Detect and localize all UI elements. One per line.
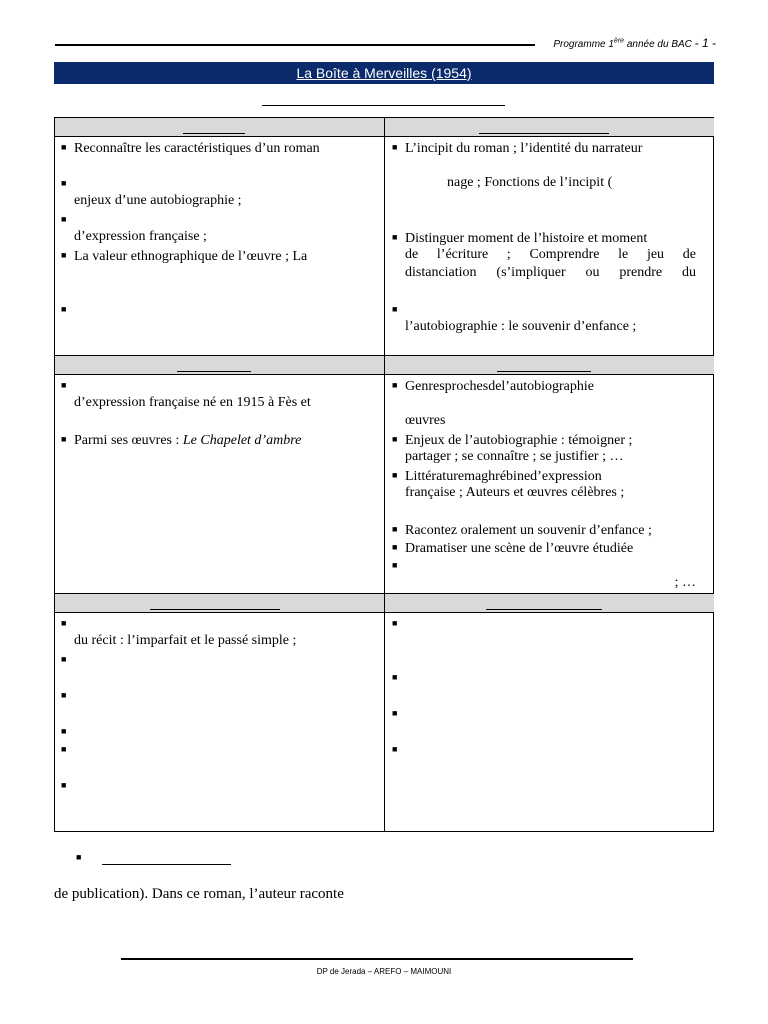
cell-top-left: ■ Reconnaître les caractéristiques d’un roman ■ enjeux d’une autobiographie ; ■ d’expression française ; ■ La valeur ethnographique de l’œuvre ; La ■ [61,141,320,314]
list-item: nage ; Fonctions de l’incipit ( [447,175,613,190]
cell-bottom-right: ■ ■ ■ ■ [392,618,398,754]
header-cell-bottom-right [385,594,714,613]
summary-text: de publication). Dans ce roman, l’auteur raconte [54,886,344,902]
list-item: enjeux d’une autobiographie ; [74,193,242,208]
list-item: partager ; se connaître ; se justifier ; … [405,449,624,464]
list-item: Enjeux de l’autobiographie : témoigner ; [405,433,633,448]
header-rule [55,44,535,46]
list-item: l’autobiographie : le souvenir d’enfance ; [405,319,637,334]
list-item: Racontez oralement un souvenir d’enfance ; [405,523,652,538]
program-header: Programme 1ère année du BAC - 1 - [553,36,716,50]
list-item: Reconnaître les caractéristiques d’un roman [74,141,320,156]
list-item: œuvres [405,413,446,428]
cell-mid-right: ■ Genresprochesdel’autobiographie œuvres ■ Enjeux de l’autobiographie : témoigner ; partager ; se connaître ; se justifier ; … ■ Littératuremaghrébined’expression française ; Auteurs et œuvres célèbres ; ■ Racontez oralement un souvenir d’enfance ; ■ Dramatiser une scène de l’œuvre étudiée ■ ; … [392,379,696,590]
list-item: d’expression française né en 1915 à Fès et [74,395,311,410]
header-cell-mid-right [385,356,714,375]
list-item: française ; Auteurs et œuvres célèbres ; [405,485,625,500]
bottom-blank-line [102,864,231,865]
list-item: Dramatiser une scène de l’œuvre étudiée [405,541,634,556]
header-cell-bottom-left [55,594,384,613]
list-item: Parmi ses œuvres : [74,433,183,448]
page-number: - 1 - [694,36,716,50]
cell-top-right: ■ L’incipit du roman ; l’identité du narrateur nage ; Fonctions de l’incipit ( ■ Distinguer moment de l’histoire et moment de l’écriture ; Comprendre le jeu de distanciation (s’impliquer ou prendre du ■ l’autobiographie : le souvenir d’enfance ; [392,141,696,334]
cell-mid-left: ■ d’expression française né en 1915 à Fès et ■ Parmi ses œuvres : Le Chapelet d’ambre [61,380,311,448]
page-title: La Boîte à Merveilles (1954) [54,62,714,84]
bottom-bullet: ■ [76,852,82,862]
list-item: Distinguer moment de l’histoire et moment [405,231,648,246]
footer-rule [121,958,633,960]
list-item: L’incipit du roman ; l’identité du narrateur [405,141,643,156]
list-item: La valeur ethnographique de l’œuvre ; La [74,249,308,264]
header-cell-top-left [55,118,384,137]
list-item: ; … [674,575,696,590]
list-item: du récit : l’imparfait et le passé simple ; [74,633,297,648]
work-title: Le Chapelet d’ambre [182,433,302,448]
content-table [54,117,714,832]
subtitle-blank-line [262,105,505,106]
header-cell-top-right [385,118,714,137]
header-cell-mid-left [55,356,384,375]
cell-bottom-left: ■ du récit : l’imparfait et le passé simple ; ■ ■ ■ ■ ■ [61,618,297,790]
footer: DP de Jerada – AREFO – MAIMOUNI [316,967,452,976]
list-item: d’expression française ; [74,229,207,244]
